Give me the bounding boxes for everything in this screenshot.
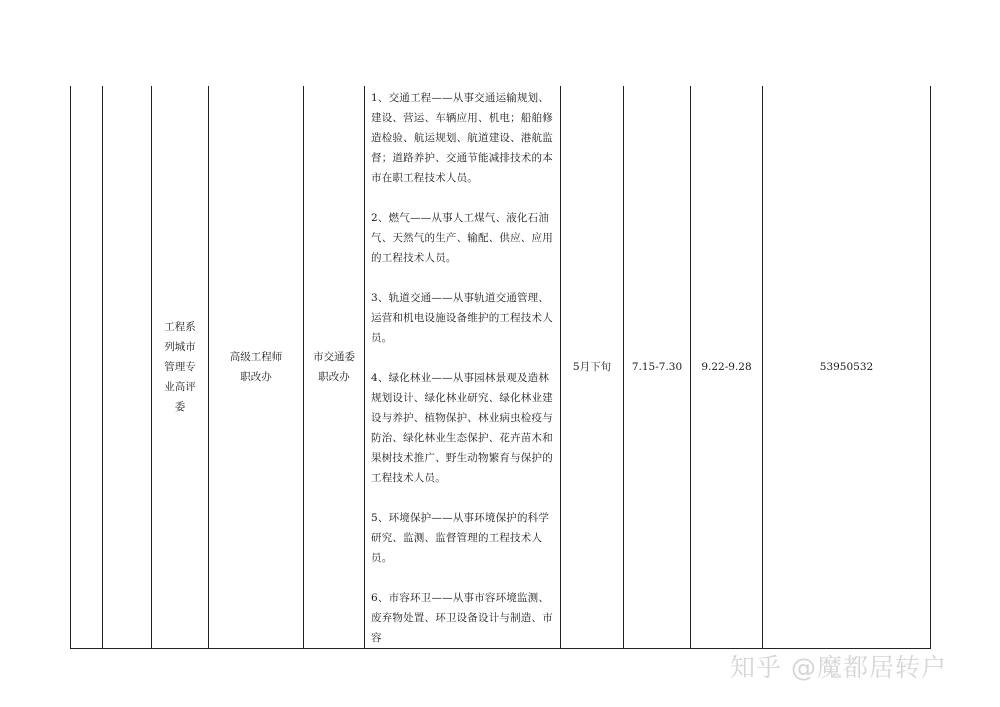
time-value-1: 5月下旬 (572, 361, 612, 373)
scope-cell (365, 86, 561, 649)
scope-item-2: 2、燃气——从事人工煤气、液化石油气、天然气的生产、输配、供应、应用的工程技术人员。 (371, 212, 553, 264)
title-cell (209, 86, 304, 649)
time-value-2: 7.15-7.30 (631, 361, 683, 373)
scope-item-6: 6、市容环卫——从事市容环境监测、废弃物处置、环卫设备设计与制造、市容 (371, 592, 553, 644)
table-row (71, 86, 931, 649)
time-cell-1 (561, 86, 624, 649)
scope-item-3: 3、轨道交通——从事轨道交通管理、运营和机电设施设备维护的工程技术人员。 (371, 292, 553, 344)
time-cell-2 (624, 86, 691, 649)
time-cell-3 (691, 86, 763, 649)
committee-name: 工程系列城市管理专业高评委 (164, 321, 196, 413)
committee-cell (152, 86, 209, 649)
phone-cell (763, 86, 931, 649)
zhihu-watermark: 知乎 @魔都居转户 (730, 653, 947, 682)
empty-cell-2 (103, 86, 152, 649)
title-level: 高级工程师 (229, 351, 283, 363)
department-line-2: 职改办 (318, 371, 350, 383)
scope-item-1: 1、交通工程——从事交通运输规划、建设、营运、车辆应用、机电；船舶修造检验、航运规划、航道建设、港航监督；道路养护、交通节能减排技术的本市在职工程技术人员。 (371, 92, 553, 184)
department-cell (304, 86, 365, 649)
department-line-1: 市交通委 (313, 351, 355, 363)
time-value-3: 9.22-9.28 (701, 361, 752, 373)
title-office: 职改办 (240, 371, 272, 383)
scope-item-4: 4、绿化林业——从事园林景观及造林规划设计、绿化林业研究、绿化林业建设与养护、植物保护、林业病虫检疫与防治、绿化林业生态保护、花卉苗木和果树技术推广、野生动物繁育与保护的工程技术人员。 (371, 372, 553, 484)
empty-cell-1 (71, 86, 103, 649)
scope-item-5: 5、环境保护——从事环境保护的科学研究、监测、监督管理的工程技术人员。 (371, 512, 550, 564)
evaluation-table (70, 86, 931, 649)
phone-number: 53950532 (819, 361, 874, 373)
